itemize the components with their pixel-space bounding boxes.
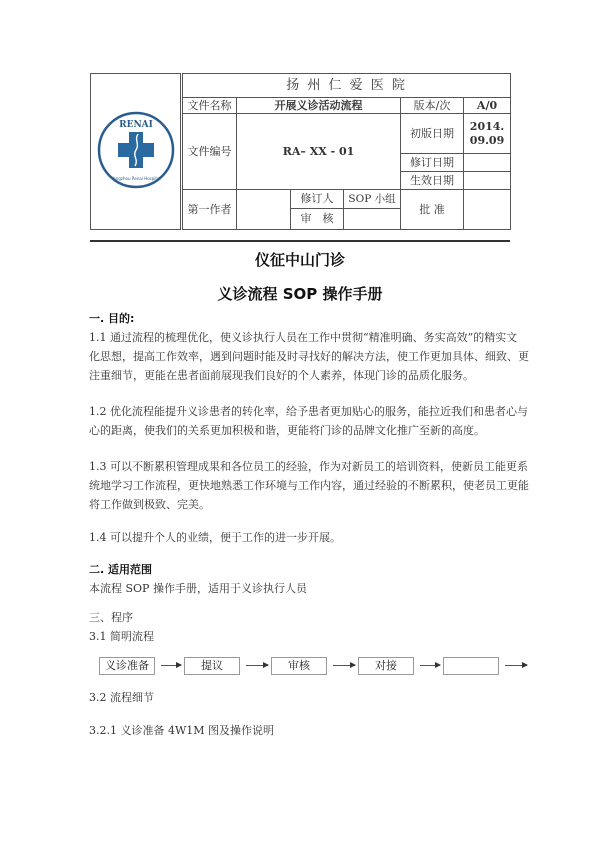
approver xyxy=(464,190,511,230)
section-3-2: 3.2 流程细节 xyxy=(89,691,154,704)
section-3-heading: 三、程序 xyxy=(89,611,133,624)
text-line: 注重细节，更能在患者面前展现我们良好的个人素养，体现门诊的品质化服务。 xyxy=(89,369,474,382)
flow-step-5 xyxy=(443,657,499,675)
flow-step-2: 提议 xyxy=(184,657,240,675)
reviser: SOP 小组 xyxy=(344,190,401,209)
revise-date xyxy=(464,154,511,172)
section-3-1: 3.1 简明流程 xyxy=(89,630,154,643)
paragraph-1-2 xyxy=(89,402,528,440)
text-line: 化思想，提高工作效率，遇到问题时能及时寻找好的解决方法，使工作更加具体、细致、更 xyxy=(89,350,529,363)
section-2-text: 本流程 SOP 操作手册，适用于义诊执行人员 xyxy=(89,582,307,595)
text-line: 1.2 优化流程能提升义诊患者的转化率，给予患者更加贴心的服务，能拉近我们和患者心与 xyxy=(89,405,528,418)
arrow-icon xyxy=(246,665,268,666)
flow-step-1: 义诊准备 xyxy=(99,657,155,675)
clinic-title: 仪征中山门诊 xyxy=(254,251,345,269)
paragraph-1-3 xyxy=(89,457,529,514)
first-author-label: 第一作者 xyxy=(182,190,237,230)
revise-date-label: 修订日期 xyxy=(401,154,464,172)
flow-step-4: 对接 xyxy=(358,657,414,675)
svg-text:RENAI: RENAI xyxy=(118,119,153,130)
manual-title: 义诊流程 SOP 操作手册 xyxy=(217,285,383,303)
first-date: 2014.09.09 xyxy=(464,114,511,154)
arrow-icon xyxy=(420,665,440,666)
section-3-2-1: 3.2.1 义诊准备 4W1M 图及操作说明 xyxy=(89,724,275,737)
document-header-table xyxy=(90,73,511,230)
text-line: 心的距离，使我们的关系更加积极和谐，更能将门诊的品牌文化推广至新的高度。 xyxy=(89,424,485,437)
text-line: 1.3 可以不断累积管理成果和各位员工的经验，作为对新员工的培训资料，使新员工能更系 xyxy=(89,460,528,473)
effective-date-label: 生效日期 xyxy=(401,172,464,190)
doc-no-label: 文件编号 xyxy=(182,114,237,190)
header-divider xyxy=(90,240,510,242)
first-author xyxy=(237,190,291,230)
arrow-icon xyxy=(333,665,355,666)
doc-name-label: 文件名称 xyxy=(182,98,237,114)
arrow-icon xyxy=(505,665,527,666)
text-line: 将工作做到极致、完美。 xyxy=(89,498,210,511)
version-value: A/0 xyxy=(464,98,511,114)
text-line: 统地学习工作流程，更快地熟悉工作环境与工作内容，通过经验的不断累积，使老员工更能 xyxy=(89,479,529,492)
renai-logo-icon xyxy=(96,110,176,190)
section-1-heading: 一. 目的: xyxy=(89,312,135,325)
hospital-logo xyxy=(91,74,182,230)
section-2-heading: 二. 适用范围 xyxy=(89,563,153,576)
first-date-label: 初版日期 xyxy=(401,114,464,154)
arrow-icon xyxy=(161,665,181,666)
paragraph-1-4: 1.4 可以提升个人的业绩，便于工作的进一步开展。 xyxy=(89,531,341,544)
effective-date xyxy=(464,172,511,190)
hospital-name: 扬 州 仁 爱 医 院 xyxy=(182,74,511,98)
doc-no: RA– XX - 01 xyxy=(237,114,401,190)
paragraph-1-1 xyxy=(89,328,529,385)
svg-text:Yangzhou Renai Hospital: Yangzhou Renai Hospital xyxy=(110,175,161,181)
text-line: 1.1 通过流程的梳理优化，使义诊执行人员在工作中贯彻“精准明确、务实高效”的精实文 xyxy=(89,331,518,344)
flow-step-3: 审核 xyxy=(271,657,327,675)
reviewer xyxy=(344,209,401,230)
version-label: 版本/次 xyxy=(401,98,464,114)
doc-name: 开展义诊活动流程 xyxy=(237,98,401,114)
approve-label: 批 准 xyxy=(401,190,464,230)
reviser-label: 修订人 xyxy=(291,190,344,209)
review-label: 审 核 xyxy=(291,209,344,230)
